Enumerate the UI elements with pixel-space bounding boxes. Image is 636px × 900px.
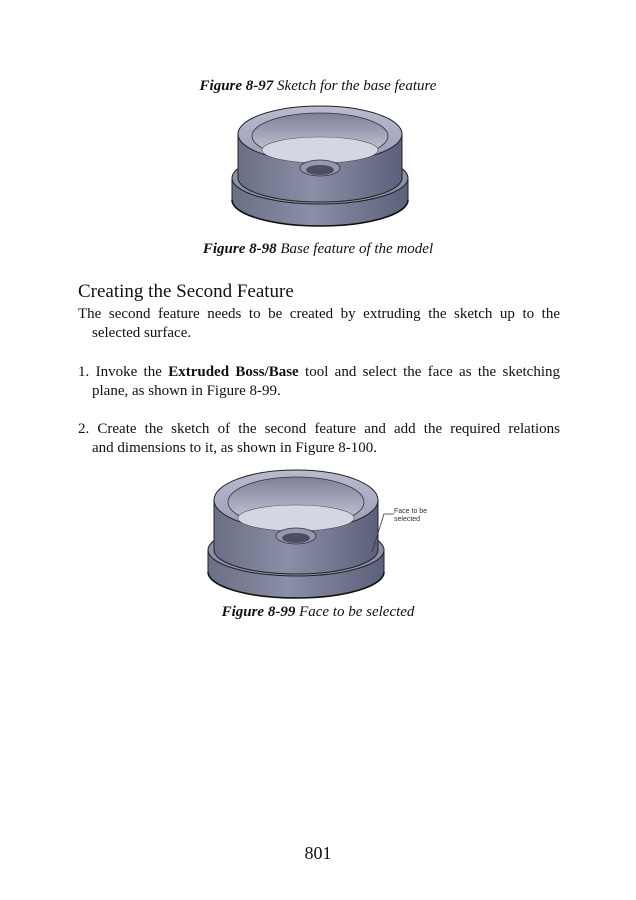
step-1-rest: tool and select the face as the sketching <box>298 364 560 380</box>
figure-title: Face to be selected <box>299 604 415 620</box>
face-annotation-label <box>394 508 440 524</box>
step-1-paragraph <box>78 363 560 401</box>
annotation-leader-line <box>370 508 396 558</box>
intro-line-1: The second feature needs to be created by extruding the sketch up to the <box>78 306 560 322</box>
step-2-line-2: and dimensions to it, as shown in Figure 8-100. <box>92 440 377 456</box>
figure-caption-8-99 <box>0 604 636 621</box>
figure-title: Base feature of the model <box>280 241 434 257</box>
step-1-line-2: plane, as shown in Figure 8-99. <box>92 383 281 399</box>
annotation-line-2: selected <box>394 516 421 523</box>
step-2-paragraph <box>78 420 560 458</box>
figure-label: Figure 8-99 <box>221 604 296 620</box>
tool-name: Extruded Boss/Base <box>168 364 299 380</box>
intro-paragraph <box>78 305 560 343</box>
figure-caption-8-97 <box>0 78 636 95</box>
figure-label: Figure 8-98 <box>202 241 277 257</box>
page-number: 801 <box>304 843 332 863</box>
figure-caption-8-98 <box>0 241 636 258</box>
step-1-line-1 <box>78 363 560 382</box>
annotation-line-1: Face to be <box>394 508 428 515</box>
face-selection-model-image <box>204 462 388 602</box>
figure-label: Figure 8-97 <box>199 78 274 94</box>
intro-line-2: selected surface. <box>92 325 192 341</box>
figure-title: Sketch for the base feature <box>277 78 437 94</box>
step-1-prefix: 1. Invoke the <box>78 364 169 380</box>
section-heading: Creating the Second Feature <box>78 281 294 302</box>
step-2-line-1: 2. Create the sketch of the second feature and add the required relations <box>78 421 560 437</box>
base-feature-model-image <box>228 100 412 240</box>
